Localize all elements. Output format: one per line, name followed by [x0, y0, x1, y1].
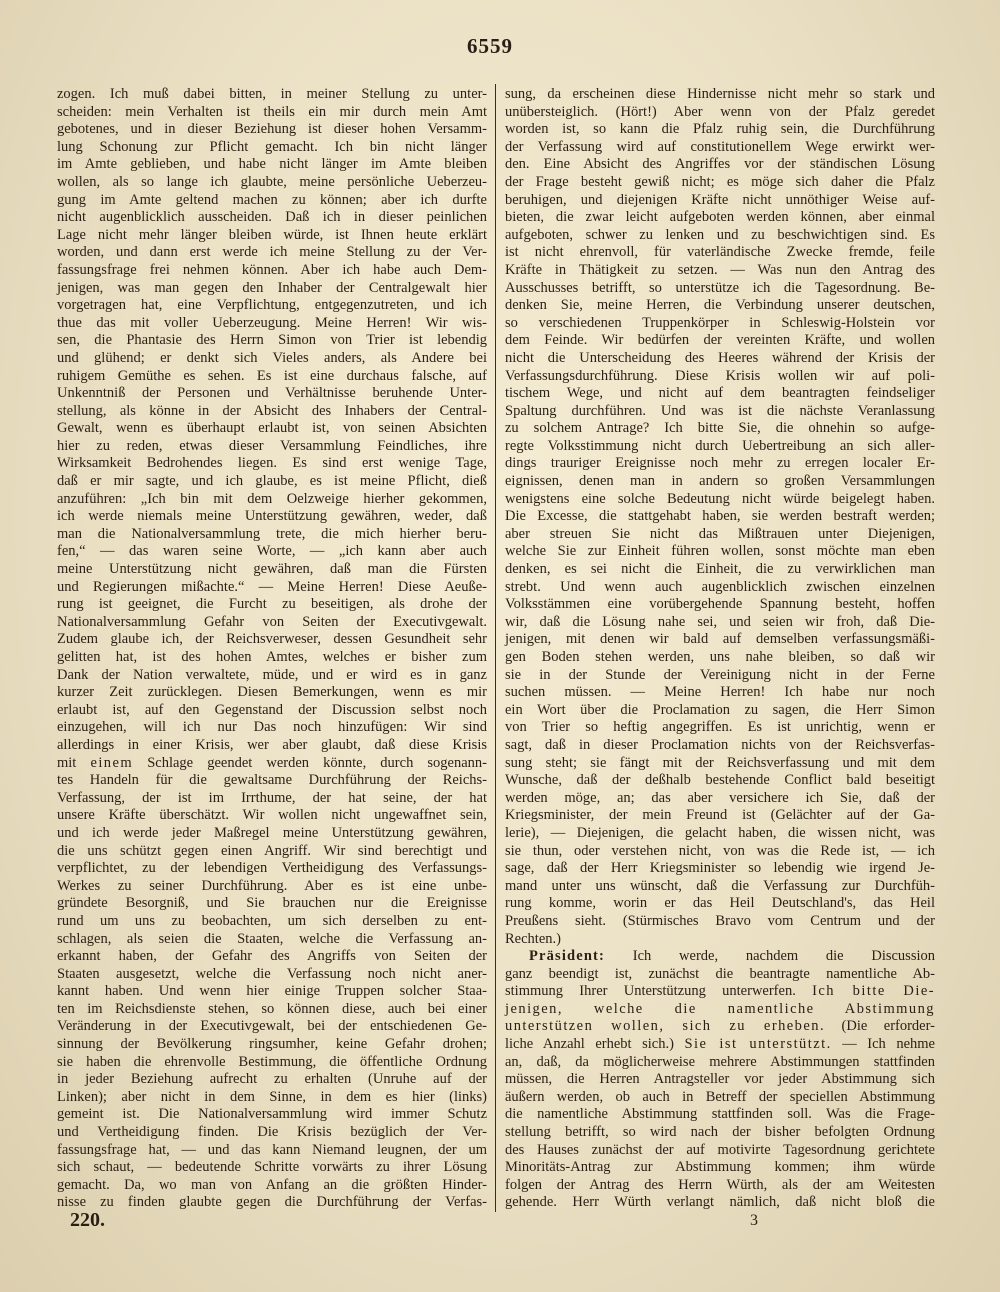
- text-line: sie haben die ehrenvolle Bestimmung, die öffentliche Ordnung: [57, 1053, 487, 1070]
- text-line: nicht augenblicklich ausscheiden. Daß ich in dieser peinlichen: [57, 209, 487, 226]
- text-line: denken Sie, meine Herren, die Verbindung unserer deutschen,: [505, 297, 935, 314]
- text-line: fen,“ — das waren seine Worte, — „ich kann aber auch: [57, 543, 487, 560]
- text-line: stellung betrifft, so wird nach der bisher befolgten Ordnung: [505, 1124, 935, 1141]
- text-line: jenigen, mit denen wir bald auf demselben verfassungsmäßi-: [505, 631, 935, 648]
- text-line: jenigen, was man gegen den Inhaber der Centralgewalt hier: [57, 279, 487, 296]
- text-line: stellung, als könne in der Absicht des Inhabers der Central-: [57, 402, 487, 419]
- text-line: des Hauses zunächst der auf motivirte Tagesordnung gerichtete: [505, 1141, 935, 1158]
- text-line: Spaltung durchführen. Und was ist die nächste Veranlassung: [505, 402, 935, 419]
- text-line: tischem Wege, und nicht auf dem beantragten feindseliger: [505, 385, 935, 402]
- text-line: zogen. Ich muß dabei bitten, in meiner Stellung zu unter-: [57, 86, 487, 102]
- text-line: daß er mir sagte, und ich glaube, es ist meine Pflicht, dieß: [57, 473, 487, 490]
- spaced-emphasis: Sie ist unterstützt.: [684, 1036, 832, 1053]
- text-line: aber streuen Sie nicht das Mißtrauen unter Diejenigen,: [505, 525, 935, 542]
- text-line: in jeder Beziehung aufrecht zu erhalten (Unruhe auf der: [57, 1071, 487, 1088]
- text-line: bieten, die zwar leicht aufgeboten werden können, aber einmal: [505, 209, 935, 226]
- text-line: Werkes zu seiner Durchführung. Aber es ist eine unbe-: [57, 877, 487, 894]
- text-line: an, daß, da möglicherweise mehrere Abstimmungen stattfinden: [505, 1053, 935, 1070]
- text-line: folgen der Antrag des Herrn Würth, als der am Weitesten: [505, 1176, 935, 1193]
- text-line: sie thun, oder verstehen nicht, von was die Rede ist, — ich: [505, 842, 935, 859]
- text-line: eignissen, denen man in andern so großen Versammlungen: [505, 473, 935, 490]
- text-line: und glühend; er denkt sich Vieles anders, als Andere bei: [57, 349, 487, 366]
- text-line: Preußens sieht. (Stürmisches Bravo vom Centrum und der: [505, 912, 935, 929]
- text-line: Lage nicht mehr länger bleiben würde, ist Ihnen heute erklärt: [57, 226, 487, 243]
- text-line: ist nicht ehrenvoll, für vaterländische Zwecke fremde, feile: [505, 244, 935, 261]
- spaced-emphasis: Ich bitte Die-: [812, 983, 935, 1000]
- text-line: [505, 1001, 935, 1019]
- text-line: Staaten ausgesetzt, welche die Verfassung noch nicht aner-: [57, 965, 487, 982]
- text-line: beruhigen, und diejenigen Kräfte nicht unnöthiger Weise auf-: [505, 191, 935, 208]
- spaced-emphasis: unterstützen wollen, sich zu erheben.: [505, 1018, 826, 1035]
- text-line: erlaubt ist, auf den Gegenstand der Discussion selbst noch: [57, 701, 487, 718]
- text-line: Gewalt, wenn es überhaupt erlaubt ist, von seinen Absichten: [57, 420, 487, 437]
- text-line: man die Nationalversammlung trete, die mich hierher beru-: [57, 525, 487, 542]
- text-line: lerie), — Diejenigen, die gelacht haben, die wissen nicht, was: [505, 824, 935, 841]
- text-line: von Trier so heftig angegriffen. Es ist unrichtig, wenn er: [505, 719, 935, 736]
- text-line: kurzer Zeit zurücklegen. Diesen Bemerkungen, wenn es mir: [57, 684, 487, 701]
- text-line: Dank der Nation verwaltete, müde, und er wird es in ganz: [57, 666, 487, 683]
- text-line: [505, 948, 935, 966]
- text-line: Zudem glaube ich, der Reichsverweser, dessen Gesundheit sehr: [57, 631, 487, 648]
- text-line: vorgetragen hat, eine Verpflichtung, entgegenzutreten, und ich: [57, 297, 487, 314]
- text-line: gemeint ist. Die Nationalversammlung wird immer Schutz: [57, 1106, 487, 1123]
- text-run: stimmung Ihrer Unterstützung unterwerfen.: [505, 983, 813, 1000]
- text-line: den. Eine Absicht des Angriffes vor der ständischen Lösung: [505, 156, 935, 173]
- text-line: unübersteiglich. (Hört!) Aber wenn von der Pfalz geredet: [505, 103, 935, 120]
- text-run: Ich werde, nachdem die Discussion: [605, 948, 935, 965]
- text-line: wollen, als so lange ich glaubte, meine persönliche Ueberzeu-: [57, 173, 487, 190]
- text-line: Minoritäts-Antrag zur Abstimmung kommen; ihm würde: [505, 1159, 935, 1176]
- text-line: die uns schützt gegen einen Angriff. Wir sind berechtigt und: [57, 842, 487, 859]
- text-line: denken, es sei nicht die Einheit, die zu verwirklichen man: [505, 561, 935, 578]
- left-column: [57, 86, 487, 1212]
- text-line: meine Unterstützung nicht gewähren, daß man die Fürsten: [57, 561, 487, 578]
- text-line: und ich werde jeder Maßregel meine Unterstützung gewähren,: [57, 824, 487, 841]
- text-line: und Vertheidigung finden. Die Krisis bezüglich der Ver-: [57, 1124, 487, 1141]
- text-line: Linken); aber nicht in dem Sinne, in dem es hier (links): [57, 1088, 487, 1105]
- text-run: mit: [57, 754, 91, 771]
- text-line: ten im Reichsdienste stehen, so können diese, auch bei einer: [57, 1000, 487, 1017]
- right-column: [505, 86, 935, 1212]
- text-line: gründete Besorgniß, und Sie brauchen nur die Ereignisse: [57, 895, 487, 912]
- text-line: thue das mit voller Ueberzeugung. Meine Herren! Wir wis-: [57, 314, 487, 331]
- text-line: lung Schonung zur Pflicht gemacht. Ich bin nicht länger: [57, 138, 487, 155]
- text-run: liche Anzahl erhebt sich.): [505, 1036, 685, 1053]
- text-line: strebt. Und wenn auch augenblicklich zwischen einzelnen: [505, 578, 935, 595]
- text-line: sen, die Phantasie des Herrn Simon von Trier ist lebendig: [57, 332, 487, 349]
- text-line: welche Sie zur Einheit führen wollen, sonst möchte man eben: [505, 543, 935, 560]
- text-line: worden ist, so kann die Pfalz ruhig sein, die Durchführung: [505, 121, 935, 138]
- text-line: aufgeboten, schwer zu lenken und zu beschwichtigen sind. Es: [505, 226, 935, 243]
- text-line: die namentliche Abstimmung stattfinden soll. Was die Frage-: [505, 1106, 935, 1123]
- text-line: [57, 755, 487, 773]
- text-line: Nationalversammlung Gefahr von Seiten der Executivgewalt.: [57, 613, 487, 630]
- text-line: äußern werden, ob auch in Betreff der speciellen Abstimmung: [505, 1088, 935, 1105]
- text-line: rund um uns zu beobachten, um sich derselben zu ent-: [57, 912, 487, 929]
- text-line: Volksstämmen eine vorübergehende Spannung besteht, hoffen: [505, 596, 935, 613]
- text-line: sung steht; sie fängt mit der Reichsverfassung und mit dem: [505, 754, 935, 771]
- text-line: werden möge, an; das aber versichere ich Sie, daß der: [505, 789, 935, 806]
- text-line: rung ist geeignet, die Furcht zu beseitigen, als drohe der: [57, 596, 487, 613]
- text-line: Die Excesse, die stattgehabt haben, sie werden bestraft werden;: [505, 508, 935, 525]
- text-line: einzugehen, will ich nur Das noch hinzufügen: Wir sind: [57, 719, 487, 736]
- text-run: (Die erforder-: [825, 1018, 935, 1035]
- text-line: der Verfassung wird auf constitutionellem Wege erwirkt wer-: [505, 138, 935, 155]
- text-line: Wirksamkeit Bedrohendes liegen. Es sind erst wenige Tage,: [57, 455, 487, 472]
- text-line: müssen, die Herren Antragsteller vor jeder Abstimmung sich: [505, 1071, 935, 1088]
- spaced-emphasis: einem: [90, 754, 134, 771]
- spaced-emphasis: jenigen, welche die namentliche Abstimmung: [505, 1000, 935, 1017]
- text-line: ein Wort über die Proclamation zu sagen, die Herr Simon: [505, 701, 935, 718]
- text-line: fassungsfrage hat, — und das kann Niemand leugnen, der um: [57, 1141, 487, 1158]
- page-number: 6559: [467, 34, 513, 58]
- column-rule: [495, 84, 496, 1212]
- text-line: wir, daß die Lösung nahe sei, und seien wir froh, daß Die-: [505, 613, 935, 630]
- text-line: anzuführen: „Ich bin mit dem Oelzweige hierher gekommen,: [57, 490, 487, 507]
- sheet-number: 220.: [70, 1209, 105, 1231]
- text-line: im Amte geblieben, und habe nicht länger im Amte bleiben: [57, 156, 487, 173]
- text-line: dem Feinde. Wir bedürfen der vereinten Kräfte, und wollen: [505, 332, 935, 349]
- text-line: gung im Amte geltend machen zu können; aber ich durfte: [57, 191, 487, 208]
- text-line: ganz beendigt ist, zunächst die beantragte namentliche Ab-: [505, 965, 935, 982]
- text-line: [505, 1036, 935, 1054]
- text-line: Kräfte in Thätigkeit zu setzen. — Was nun den Antrag des: [505, 261, 935, 278]
- text-line: sage, daß der Herr Kriegsminister so lebendig wie irgend Je-: [505, 860, 935, 877]
- text-line: sich schaut, — bedeutende Schritte vorwärts zu ihrer Lösung: [57, 1159, 487, 1176]
- text-line: [505, 1018, 935, 1036]
- text-line: Ausschusses betrifft, so unterstütze ich die Tagesordnung. Be-: [505, 279, 935, 296]
- text-run: — Ich nehme: [831, 1036, 935, 1053]
- text-line: nicht die Unterscheidung des Heeres während der Krisis der: [505, 349, 935, 366]
- text-line: [505, 983, 935, 1001]
- text-line: mand unter uns wünscht, daß die Verfassung zur Durchfüh-: [505, 877, 935, 894]
- text-line: Wunsche, daß der deßhalb bestehende Conflict bald beseitigt: [505, 772, 935, 789]
- text-line: der Frage besteht gewiß nicht; es möge sich daher die Pfalz: [505, 173, 935, 190]
- text-line: so verschiedenen Truppenkörper in Schleswig-Holstein vor: [505, 314, 935, 331]
- text-line: gebotenes, und in dieser Beziehung ist dieser hohen Versamm-: [57, 121, 487, 138]
- text-line: Unkenntniß der Personen und Verhältnisse beruhende Unter-: [57, 385, 487, 402]
- text-line: nisse zu finden glaubte gegen die Durchführung der Verfas-: [57, 1194, 487, 1211]
- text-line: erkannt haben, der Gefahr des Angriffs von Seiten der: [57, 948, 487, 965]
- text-line: Verfassung, der ist im Irrthume, der hat seine, der hat: [57, 789, 487, 806]
- text-line: ruhigem Gemüthe es sehen. Es ist eine durchaus falsche, auf: [57, 367, 487, 384]
- text-line: gen Boden stehen werden, uns nahe bleiben, so daß wir: [505, 649, 935, 665]
- text-line: wenigstens eine solche Bedeutung nicht würde beigelegt haben.: [505, 490, 935, 507]
- text-run: Schlage geendet werden könnte, durch sogenann-: [133, 754, 488, 771]
- text-line: gemacht. Da, wo man von Anfang an die größten Hinder-: [57, 1176, 487, 1193]
- text-line: verpflichtet, zu der lebendigen Vertheidigung des Verfassungs-: [57, 860, 487, 877]
- text-line: ich werde niemals meine Unterstützung gewähren, weder, daß: [57, 508, 487, 525]
- text-line: unsere Kräfte überschätzt. Wir wollen nicht ungewaffnet sein,: [57, 807, 487, 824]
- text-line: sinnung der Bevölkerung ringsumher, keine Gefahr drohen;: [57, 1036, 487, 1053]
- text-line: dings trauriger Ereignisse noch mehr zu erregen localer Er-: [505, 455, 935, 472]
- text-line: fassungsfrage frei nehmen können. Aber ich habe auch Dem-: [57, 261, 487, 278]
- text-line: allerdings in einer Krisis, wer aber glaubt, daß diese Krisis: [57, 736, 487, 753]
- text-line: kannt haben. Und wenn hier einige Truppen solcher Staa-: [57, 983, 487, 1000]
- signature-mark: 3: [750, 1212, 758, 1229]
- text-line: hier zu reden, etwas dieser Versammlung Feindliches, ihre: [57, 437, 487, 454]
- text-line: Veränderung in der Executivgewalt, bei der entschiedenen Ge-: [57, 1018, 487, 1035]
- text-line: gehende. Herr Würth verlangt nämlich, daß nicht bloß die: [505, 1194, 935, 1211]
- text-line: sung, da erscheinen diese Hindernisse nicht mehr so stark und: [505, 86, 935, 102]
- text-line: Verfassungsdurchführung. Diese Krisis wollen wir auf poli-: [505, 367, 935, 384]
- text-line: tes Handeln für die gewaltsame Durchführung der Reichs-: [57, 772, 487, 789]
- text-line: Rechten.): [505, 930, 561, 947]
- speaker-label: Präsident:: [529, 948, 606, 965]
- text-line: Kriegsminister, der mein Freund ist (Gelächter auf der Ga-: [505, 807, 935, 824]
- text-line: gelitten hat, ist des hohen Amtes, welches er bisher zum: [57, 649, 487, 665]
- text-line: sie in der Stunde der Vereinigung nicht in der Ferne: [505, 666, 935, 683]
- text-line: regte Volksstimmung nicht durch Uebertreibung an sich aller-: [505, 437, 935, 454]
- text-line: sagt, daß in dieser Proclamation nichts von der Reichsverfas-: [505, 736, 935, 753]
- text-line: scheiden: mein Verhalten ist theils ein mir durch mein Amt: [57, 103, 487, 120]
- text-line: suchen müssen. — Meine Herren! Ich habe nur noch: [505, 684, 935, 701]
- text-line: rung komme, worin er das Heil Deutschland's, das Heil: [505, 895, 935, 912]
- text-line: schlagen, als seien die Staaten, welche die Verfassung an-: [57, 930, 487, 947]
- text-line: zu solchem Antrage? Ich bitte Sie, die ohnehin so aufge-: [505, 420, 935, 437]
- text-line: und Regierungen mißachte.“ — Meine Herren! Diese Aeuße-: [57, 578, 487, 595]
- text-line: worden, und dann erst werde ich meine Stellung zu der Ver-: [57, 244, 487, 261]
